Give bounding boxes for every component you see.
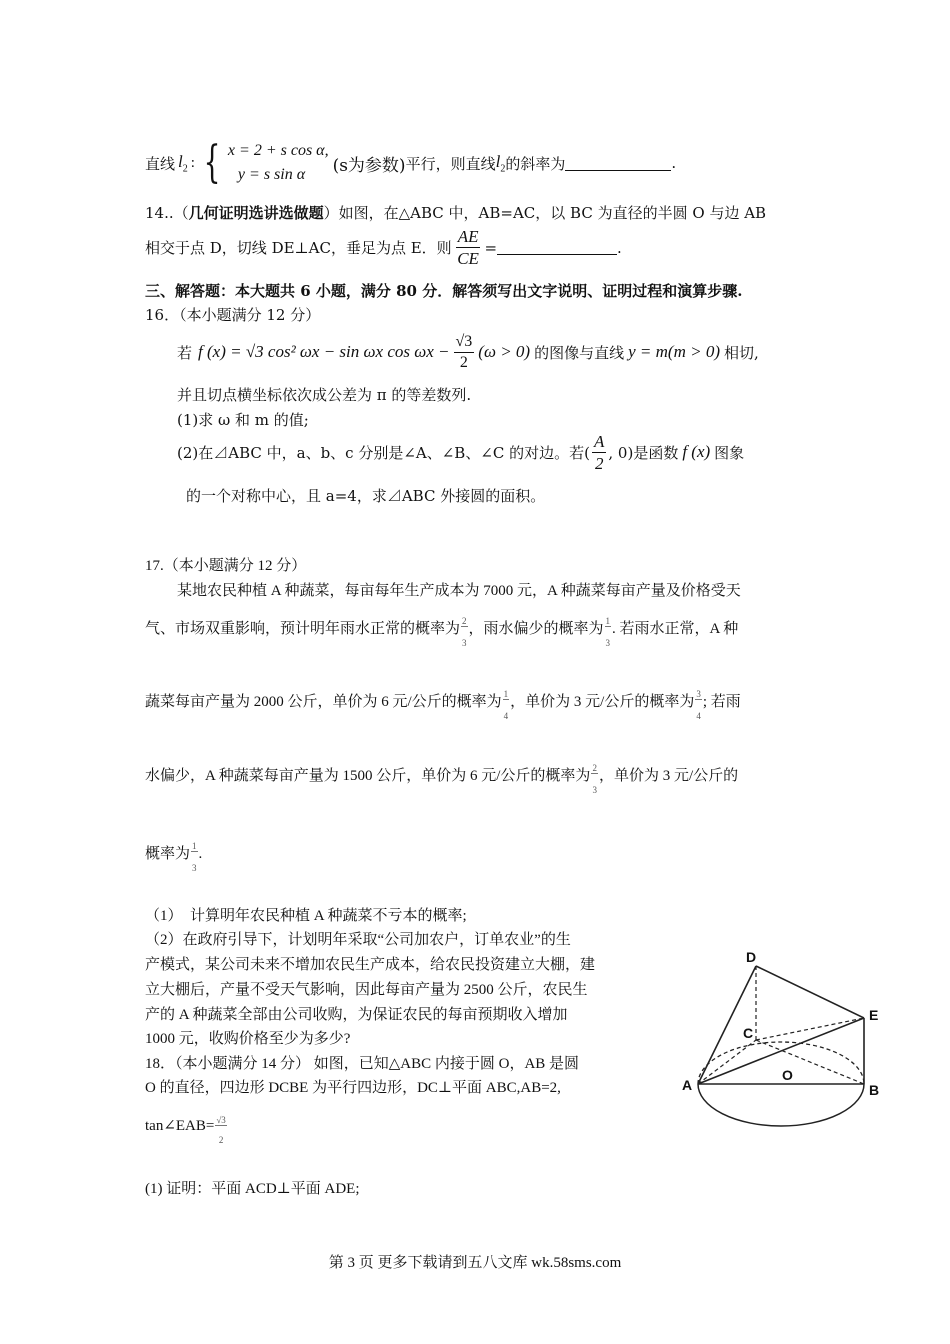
q17-part2-l1: （2）在政府引导下，计划明年采取“公司加农户，订单农业”的生	[145, 932, 571, 948]
q14-text2: 相交于点 D，切线 DE⊥AC，垂足为点 E．则	[145, 239, 452, 257]
q14-end: .	[617, 238, 622, 257]
q17-frac-1-3-b: $\frac{1}{3}$	[192, 841, 197, 873]
q17-line3-b: ，单价为 3 元/公斤的概率为	[510, 694, 695, 710]
label-d: D	[746, 949, 757, 965]
q13-colon: :	[190, 154, 195, 171]
q14-text1: ）如图，在△ABC 中，AB=AC，以 BC 为直径的半圆 O 与边 AB	[323, 204, 767, 222]
q17-part2-l4: 产的 A 种蔬菜全部由公司收购，为保证农民的每亩预期收入增加	[145, 1007, 568, 1023]
edge-ae	[698, 1018, 864, 1084]
q17-line4-a: 水偏少，A 种蔬菜每亩产量为 1500 公斤，单价为 6 元/公斤的概率为	[145, 768, 591, 784]
q16-part2-fraction: $\frac{A}{2}$	[594, 431, 605, 473]
q14-num: 14..（	[145, 204, 189, 222]
q16-cond: (ω > 0)	[478, 342, 531, 361]
q16-if: 若	[177, 343, 193, 362]
q13-brace: {	[203, 137, 221, 188]
q14-fraction: $\frac{AE}{CE}$	[457, 227, 479, 268]
q16-part2-c: 图象	[714, 443, 745, 462]
q16-part2-line2: 的一个对称中心，且 a=4，求⊿ABC 外接圆的面积。	[186, 487, 546, 505]
q17-part2-l2: 产模式，某公司未来不增加农民生产成本，给农民投资建立大棚，建	[145, 957, 596, 973]
q17-line3	[145, 690, 741, 721]
q16-text-b: 的图像与直线	[534, 343, 625, 362]
q17-frac-2-3: $\frac{2}{3}$	[462, 616, 467, 648]
q13-mid: 平行，则直线	[405, 154, 496, 173]
q18-tan-label: tan∠EAB=	[145, 1118, 215, 1134]
q13-line	[145, 138, 676, 188]
label-o: O	[782, 1067, 793, 1083]
q17-line4-b: ，单价为 3 元/公斤的	[598, 768, 739, 784]
q17-frac-3-4: $\frac{3}{4}$	[696, 689, 701, 721]
circle-back-arc	[698, 1042, 864, 1084]
q17-header: 17.（本小题满分 12 分）	[145, 558, 307, 574]
q16-line1	[177, 330, 759, 374]
label-a: A	[682, 1077, 693, 1093]
edge-ce	[756, 1018, 864, 1040]
q17-line3-a: 蔬菜每亩产量为 2000 公斤，单价为 6 元/公斤的概率为	[145, 694, 502, 710]
q17-line2	[145, 617, 738, 648]
section3-title: 三、解答题：本大题共 6 小题，满分 80 分．解答须写出文字说明、证明过程和演算步骤.	[145, 282, 743, 300]
q17-part2-l3: 立大棚后，产量不受天气影响，因此每亩产量为 2500 公斤，农民生	[145, 982, 588, 998]
q13-l2-symbol: $l_2$	[178, 151, 188, 175]
q16-part1: (1)求 ω 和 m 的值;	[177, 411, 309, 429]
circle-front-arc	[698, 1084, 864, 1126]
q17-part1: （1） 计算明年农民种植 A 种蔬菜不亏本的概率;	[145, 908, 467, 924]
q16-part2-a: (2)在⊿ABC 中，a、b、c 分别是∠A、∠B、∠C 的对边。若(	[177, 443, 590, 462]
q18-tan-fraction: $\frac{√3}{2}$	[216, 1115, 226, 1145]
q17-line2-b: ，雨水偏少的概率为	[468, 621, 604, 637]
q17-line1: 某地农民种植 A 种蔬菜，每亩每年生产成本为 7000 元，A 种蔬菜每亩产量及价格受天	[177, 583, 741, 599]
q13-l2-symbol-2: $l_2$	[495, 151, 506, 175]
q17-frac-2-3-b: $\frac{2}{3}$	[592, 763, 597, 795]
q16-f-expr: f (x) = √3 cos² ωx − sin ωx cos ωx −	[198, 342, 450, 361]
q17-frac-1-4: $\frac{1}{4}$	[503, 689, 509, 721]
q13-eq2: y = s sin α	[237, 166, 306, 183]
label-b: B	[869, 1082, 880, 1098]
q13-tail: 的斜率为	[505, 154, 566, 173]
q17-line5	[145, 842, 202, 873]
q16-line-expr: y = m(m > 0)	[628, 342, 720, 361]
edge-ac	[698, 1040, 756, 1084]
q13-answer-blank	[565, 156, 671, 171]
label-e: E	[869, 1007, 879, 1023]
q16-line2: 并且切点横坐标依次成公差为 π 的等差数列.	[177, 386, 472, 404]
edge-de	[756, 966, 864, 1018]
q14-answer-blank	[497, 240, 617, 255]
q17-line4	[145, 764, 738, 795]
q17-part2-l5: 1000 元，收购价格至少为多少?	[145, 1031, 351, 1047]
label-c: C	[743, 1025, 754, 1041]
q17-line3-c: ; 若雨	[702, 694, 741, 710]
q14-line2	[145, 228, 622, 267]
q14-eq: =	[484, 238, 498, 257]
q13-end: .	[671, 154, 677, 172]
q18-line2: O 的直径，四边形 DCBE 为平行四边形，DC⊥平面 ABC,AB=2,	[145, 1080, 561, 1096]
q17-line5-b: .	[198, 846, 203, 862]
q16-part2-b: , 0)是函数	[608, 443, 679, 462]
geometry-figure	[676, 948, 916, 1158]
q13-prefix: 直线	[145, 154, 176, 173]
q16-part2	[177, 432, 744, 472]
edge-cb	[756, 1040, 864, 1084]
q14-tag: 几何证明选讲选做题	[188, 204, 324, 222]
q16-header: 16．（本小题满分 12 分）	[145, 306, 321, 324]
q14-line1	[145, 202, 766, 223]
q17-line2-a: 气、市场双重影响，预计明年雨水正常的概率为	[145, 621, 461, 637]
q17-line5-a: 概率为	[145, 846, 191, 862]
q18-line1: 18．（本小题满分 14 分） 如图，已知△ABC 内接于圆 O，AB 是圆	[145, 1056, 580, 1072]
q16-part2-fx: f (x)	[682, 442, 711, 461]
q13-param: (s为参数)	[332, 155, 406, 176]
q13-eq1: x = 2 + s cos α,	[227, 142, 329, 159]
q17-line2-c: . 若雨水正常，A 种	[612, 621, 739, 637]
page-footer: 第 3 页 更多下载请到五八文库 wk.58sms.com	[328, 1255, 622, 1271]
q16-text-c: 相切,	[723, 343, 759, 362]
q18-part1: (1) 证明：平面 ACD⊥平面 ADE;	[145, 1181, 360, 1197]
q13-system	[228, 139, 329, 187]
q17-frac-1-3: $\frac{1}{3}$	[605, 616, 611, 648]
q16-f-fraction: $\frac{√3}{2}$	[455, 332, 473, 371]
q18-tan	[145, 1116, 228, 1145]
